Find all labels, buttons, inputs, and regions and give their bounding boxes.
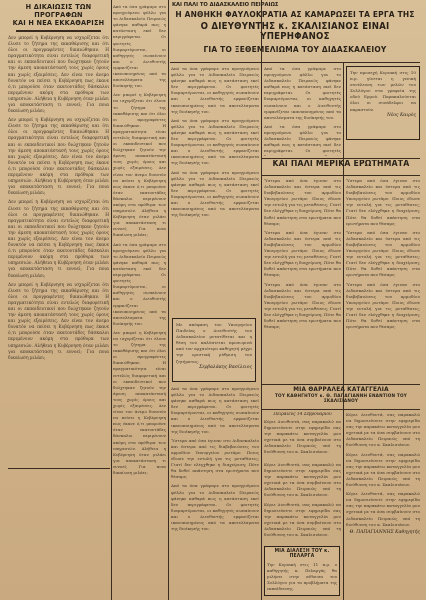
column-rule [168,0,169,600]
right-center-column [264,66,341,156]
left-headline-line1: Η ΔΙΚΑΙΩΣΙΣ ΤΩΝ ΠΡΟΓΡΑΦΩΝ [25,2,92,19]
center-article-body: Από τα όσα γράψαμε στο προηγούμενο φύλλο για το Διδασκαλείο Πειραιώς φάνηκε καθαρά πως η κατάσταση εκεί δεν περιγράφεται. Οι φοιτητές διαμαρτύρονται, οι καθηγητές σωπαίνουν και ο Διευθυντής εμφανίζεται ικανοποιημένος από τα αποτελέσματα της διοίκησής του. [171,66,259,114]
center-box-signature: Σερβαλάκης Βασίλειος [199,364,252,370]
center-notice-box [172,318,256,382]
right-lower-body-continued: Κύριε Διευθυντά, σας παρακαλώ να δημοσιεύσετε στην εφημερίδα σας την παρακάτω καταγγελία μου σχετικά με τα όσα συμβαίνουν στο Διδασκαλείο Πειραιώς υπό τη διεύθυνση του κ. Σκαλισιάνου. [346,412,420,448]
left-article-body: Δεν μπορεί η Κυβέρνηση να ισχυρίζεται ότι έλυσε το ζήτημα της εκκαθάρισης και ότι όλοι οι προγραφέντες δικαιώθηκαν. Η πραγματικότητα είναι εντελώς διαφορετική και οι εκπαιδευτικοί που διώχτηκαν ζητούν την άμεση αποκατάστασή τους χωρίς όρους και χωρίς εξαιρέσεις. Δεν είναι τον άνεμο δυνατόν να πείσει η Κυβέρνηση πως έκανε ό,τι μπορούσε όταν εκατοντάδες δάσκαλοι περιμένουν ακόμη στα πρόθυρα των υπηρεσιών. Αλήθεια η Κυβέρνηση όταν μιλάει για αποκατάσταση τι εννοεί; Για ποια δικαίωση μιλάει; [8,35,109,115]
right-lower-headline-wrap [262,386,420,408]
right-lower-body-continued: Κύριε Διευθυντά, σας παρακαλώ να δημοσιεύσετε στην εφημερίδα σας την παρακάτω καταγγελία μου σχετικά με τα όσα συμβαίνουν στο Διδασκαλείο Πειραιώς υπό τη διεύθυνση του κ. Σκαλισιάνου. [346,491,420,527]
bottom-box-body: Την Κυριακή στις 11 π.μ. ο καθηγητής κ. Πελαργάς θα μιλήσει στην αίθουσα του Συλλόγου για τα προβλήματα της εκπαίδευσης. [267,561,337,591]
section-rule [8,468,110,469]
right-center-body: Από τα όσα γράψαμε στο προηγούμενο φύλλο για το Διδασκαλείο Πειραιώς φάνηκε καθαρά πως η κατάσταση εκεί δεν περιγράφεται. Οι φοιτητές [264,123,341,154]
right-lower-body-continued: Κύριε Διευθυντά, σας παρακαλώ να δημοσιεύσετε στην εφημερίδα σας την παρακάτω καταγγελία μου σχετικά με τα όσα συμβαίνουν στο Διδασκαλείο Πειραιώς υπό τη διεύθυνση του κ. Σκαλισιάνου. [264,462,341,498]
column-rule [111,0,112,600]
narrow-column-body: Από τα όσα γράψαμε στο προηγούμενο φύλλο για το Διδασκαλείο Πειραιώς φάνηκε καθαρά πως η κατάσταση εκεί δεν περιγράφεται. Οι φοιτητές διαμαρτύρονται, οι καθηγητές σωπαίνουν και ο Διευθυντής εμφανίζεται ικανοποιημένος από τα αποτελέσματα της διοίκησής του. [113,241,166,326]
left-article-body-continued: Δεν μπορεί η Κυβέρνηση να ισχυρίζεται ότι έλυσε το ζήτημα της εκκαθάρισης και ότι όλοι οι προγραφέντες δικαιώθηκαν. Η πραγματικότητα είναι εντελώς διαφορετική και οι εκπαιδευτικοί που διώχτηκαν ζητούν την άμεση αποκατάστασή τους χωρίς όρους και χωρίς εξαιρέσεις. Δεν είναι τον άνεμο δυνατόν να πείσει η Κυβέρνηση πως έκανε ό,τι μπορούσε όταν εκατοντάδες δάσκαλοι περιμένουν ακόμη στα πρόθυρα των υπηρεσιών. Αλήθεια η Κυβέρνηση όταν μιλάει για αποκατάσταση τι εννοεί; Για ποια δικαίωση μιλάει; [8,282,109,361]
center-kicker: ΚΑΙ ΠΑΛΙ ΤΟ ΔΙΔΑΣΚΑΛΕΙΟ ΠΕΙΡΑΙΩΣ [172,2,279,8]
column-rule [343,62,344,600]
narrow-column [113,4,166,594]
right-article-body: Ύστερα από όσα έγιναν στο Διδασκαλείο και ύστερα από τις διαβεβαιώσεις του αρμοδίου Υπουργείου ρωτάμε: Ποιος έδωσε την εντολή για τις μεταθέσεις; Γιατί δεν ελέγχθηκε η διαχείριση; Πότε θα δοθεί απάντηση στα ερωτήματα που θέσαμε; [346,178,420,226]
right-box-body: Την προσεχή Κυριακή στις 10 π.μ. γίνεται η γενική συνέλευση των μελών του Συλλόγου στα γραφεία της οδού Ερμού. Παρακαλούνται όλοι οι συνάδελφοι να παραστούν. [350,70,416,112]
right-notice-box [346,66,420,140]
center-box-body: Με απόφαση του Υπουργείου Παιδείας ο Διευθυντής του Διδασκαλείου μετατίθεται και η θέση του καλύπτεται προσωρινά από τον αρχαιότερο καθηγητή μέχρι την οριστική ρύθμιση του ζητήματος. [176,322,252,364]
section-rule [262,158,420,159]
left-article-body-continued: Δεν μπορεί η Κυβέρνηση να ισχυρίζεται ότι έλυσε το ζήτημα της εκκαθάρισης και ότι όλοι οι προγραφέντες δικαιώθηκαν. Η πραγματικότητα είναι εντελώς διαφορετική και οι εκπαιδευτικοί που διώχτηκαν ζητούν την άμεση αποκατάστασή τους χωρίς όρους και χωρίς εξαιρέσεις. Δεν είναι τον άνεμο δυνατόν να πείσει η Κυβέρνηση πως έκανε ό,τι μπορούσε όταν εκατοντάδες δάσκαλοι περιμένουν ακόμη στα πρόθυρα των υπηρεσιών. Αλήθεια η Κυβέρνηση όταν μιλάει για αποκατάσταση τι εννοεί; Για ποια δικαίωση μιλάει; [8,118,109,197]
headline-divider [16,30,101,32]
left-headline-line2: ΚΑΙ Η ΝΕΑ ΕΚΚΑΘΑΡΙΣΗ [12,18,105,28]
right-lower-col2 [346,412,420,598]
center-lower-body: Από τα όσα γράψαμε στο προηγούμενο φύλλο για το Διδασκαλείο Πειραιώς φάνηκε καθαρά πως η κατάσταση εκεί δεν περιγράφεται. Οι φοιτητές διαμαρτύρονται, οι καθηγητές σωπαίνουν και ο Διευθυντής εμφανίζεται ικανοποιημένος από τα αποτελέσματα της διοίκησής του. [171,483,259,532]
right-lower-body: Κύριε Διευθυντά, σας παρακαλώ να δημοσιεύσετε στην εφημερίδα σας την παρακάτω καταγγελία μου σχετικά με τα όσα συμβαίνουν στο Διδασκαλείο Πειραιώς υπό τη διεύθυνση του κ. Σκαλισιάνου. [264,419,341,455]
narrow-column-body: Από τα όσα γράψαμε στο προηγούμενο φύλλο για το Διδασκαλείο Πειραιώς φάνηκε καθαρά πως η κατάσταση εκεί δεν περιγράφεται. Οι φοιτητές διαμαρτύρονται, οι καθηγητές σωπαίνουν και ο Διευθυντής εμφανίζεται ικανοποιημένος από τα αποτελέσματα της διοίκησής του. [113,4,166,89]
right-lower-dateline: Πειραιεύς 14 Σεβρουαρίου [273,412,332,417]
right-article-col1 [264,178,341,383]
right-lower-signature: Θ. ΠΑΠΑΓΙΑΝΝΗΣ Καθηγητής [349,529,420,535]
right-lower-headline-line2: ΤΟΥ ΚΑΘΗΓΗΤΟΥ κ. Θ. ΠΑΠΑΓΙΑΝΝΗ ΕΝΑΝΤΙΟΝ ΤΟΥ ΣΚΑΛΙΣΙΑΝΟΥ [274,393,408,404]
right-article-body: Ύστερα από όσα έγιναν στο Διδασκαλείο και ύστερα από τις διαβεβαιώσεις του αρμοδίου Υπουργείου ρωτάμε: Ποιος έδωσε την εντολή για τις μεταθέσεις; Γιατί δεν ελέγχθηκε η διαχείριση; Πότε θα δοθεί απάντηση στα ερωτήματα που θέσαμε; [264,178,341,226]
center-headline-line1: Η ΑΝΘΗΚΗ ΦΑΥΛΟΚΡΑΤΙΑ ΑΣ ΚΑΜΑΡΩΣΕΙ ΤΑ ΕΡΓΑ ΤΗΣ [175,9,415,19]
headline-rule [170,62,420,63]
right-article-body-continued: Ύστερα από όσα έγιναν στο Διδασκαλείο και ύστερα από τις διαβεβαιώσεις του αρμοδίου Υπουργείου ρωτάμε: Ποιος έδωσε την εντολή για τις μεταθέσεις; Γιατί δεν ελέγχθηκε η διαχείριση; Πότε θα δοθεί απάντηση στα ερωτήματα που θέσαμε; [346,281,420,330]
right-center-body: Από τα όσα γράψαμε στο προηγούμενο φύλλο για το Διδασκαλείο Πειραιώς φάνηκε καθαρά πως η κατάσταση εκεί δεν περιγράφεται. Οι φοιτητές διαμαρτύρονται, οι καθηγητές σωπαίνουν και ο Διευθυντής εμφανίζεται ικανοποιημένος από τα αποτελέσματα της διοίκησής του. [264,66,341,120]
bottom-notice-box [264,546,340,596]
section-rule [262,175,420,176]
section-rule [262,384,420,385]
left-article [8,2,109,600]
right-article-col2 [346,178,420,383]
right-lower-body-continued: Κύριε Διευθυντά, σας παρακαλώ να δημοσιεύσετε στην εφημερίδα σας την παρακάτω καταγγελία μου σχετικά με τα όσα συμβαίνουν στο Διδασκαλείο Πειραιώς υπό τη διεύθυνση του κ. Σκαλισιάνου. [346,451,420,488]
center-headline-block [170,2,420,62]
right-article-headline: ΚΑΙ ΠΑΛΙ ΜΕΡΙΚΑ ΕΡΩΤΗΜΑΤΑ [272,160,410,169]
right-lower-headline-line1: ΜΙΑ ΘΑΡΡΑΛΕΑ ΚΑΤΑΓΓΕΛΙΑ [293,386,389,393]
section-rule [262,409,420,410]
center-lower-body: Ύστερα από όσα έγιναν στο Διδασκαλείο και ύστερα από τις διαβεβαιώσεις του αρμοδίου Υπουργείου ρωτάμε: Ποιος έδωσε την εντολή για τις μεταθέσεις; Γιατί δεν ελέγχθηκε η διαχείριση; Πότε θα δοθεί απάντηση στα ερωτήματα που θέσαμε; [171,437,259,480]
center-article-body-column [171,66,259,316]
center-lower-body: Από τα όσα γράψαμε στο προηγούμενο φύλλο για το Διδασκαλείο Πειραιώς φάνηκε καθαρά πως η κατάσταση εκεί δεν περιγράφεται. Οι φοιτητές διαμαρτύρονται, οι καθηγητές σωπαίνουν και ο Διευθυντής εμφανίζεται ικανοποιημένος από τα αποτελέσματα της διοίκησής του. [171,386,259,434]
column-rule [261,0,262,600]
bottom-box-headline: ΜΙΑ ΔΙΑΛΕΞΗ ΤΟΥ κ. ΠΕΛΑΡΓΑ [274,548,330,560]
right-article-body-continued: Ύστερα από όσα έγιναν στο Διδασκαλείο και ύστερα από τις διαβεβαιώσεις του αρμοδίου Υπουργείου ρωτάμε: Ποιος έδωσε την εντολή για τις μεταθέσεις; Γιατί δεν ελέγχθηκε η διαχείριση; Πότε θα δοθεί απάντηση στα ερωτήματα που θέσαμε; [264,229,341,278]
narrow-column-body: Δεν μπορεί η Κυβέρνηση να ισχυρίζεται ότι έλυσε το ζήτημα της εκκαθάρισης και ότι όλοι οι προγραφέντες δικαιώθηκαν. Η πραγματικότητα είναι εντελώς διαφορετική και οι εκπαιδευτικοί που διώχτηκαν ζητούν την άμεση αποκατάστασή τους χωρίς όρους και χωρίς εξαιρέσεις. Δεν είναι τον άνεμο δυνατόν να πείσει η Κυβέρνηση πως έκανε ό,τι μπορούσε όταν εκατοντάδες δάσκαλοι περιμένουν ακόμη στα πρόθυρα των υπηρεσιών. Αλήθεια η Κυβέρνηση όταν μιλάει για αποκατάσταση τι εννοεί; Για ποια δικαίωση μιλάει; [113,329,166,476]
center-article-body-continued: Από τα όσα γράψαμε στο προηγούμενο φύλλο για το Διδασκαλείο Πειραιώς φάνηκε καθαρά πως η κατάσταση εκεί δεν περιγράφεται. Οι φοιτητές διαμαρτύρονται, οι καθηγητές σωπαίνουν και ο Διευθυντής εμφανίζεται ικανοποιημένος από τα αποτελέσματα της διοίκησής του. [171,169,259,218]
center-article-body-continued: Από τα όσα γράψαμε στο προηγούμενο φύλλο για το Διδασκαλείο Πειραιώς φάνηκε καθαρά πως η κατάσταση εκεί δεν περιγράφεται. Οι φοιτητές διαμαρτύρονται, οι καθηγητές σωπαίνουν και ο Διευθυντής εμφανίζεται ικανοποιημένος από τα αποτελέσματα της διοίκησής του. [171,117,259,166]
center-headline-line2: Ο ΔΙΕΥΘΥΝΤΗΣ κ. ΣΚΑΛΙΣΙΑΝΟΣ ΕΙΝΑΙ ΥΠΕΡΗΦΑΝΟΣ [200,20,390,42]
right-article-body-continued: Ύστερα από όσα έγιναν στο Διδασκαλείο και ύστερα από τις διαβεβαιώσεις του αρμοδίου Υπουργείου ρωτάμε: Ποιος έδωσε την εντολή για τις μεταθέσεις; Γιατί δεν ελέγχθηκε η διαχείριση; Πότε θα δοθεί απάντηση στα ερωτήματα που θέσαμε; [346,229,420,278]
left-article-body-continued: Δεν μπορεί η Κυβέρνηση να ισχυρίζεται ότι έλυσε το ζήτημα της εκκαθάρισης και ότι όλοι οι προγραφέντες δικαιώθηκαν. Η πραγματικότητα είναι εντελώς διαφορετική και οι εκπαιδευτικοί που διώχτηκαν ζητούν την άμεση αποκατάστασή τους χωρίς όρους και χωρίς εξαιρέσεις. Δεν είναι τον άνεμο δυνατόν να πείσει η Κυβέρνηση πως έκανε ό,τι μπορούσε όταν εκατοντάδες δάσκαλοι περιμένουν ακόμη στα πρόθυρα των υπηρεσιών. Αλήθεια η Κυβέρνηση όταν μιλάει για αποκατάσταση τι εννοεί; Για ποια δικαίωση μιλάει; [8,200,109,279]
center-headline-line3: ΓΙΑ ΤΟ ΞΕΘΕΜΕΛΙΩΜΑ ΤΟΥ ΔΙΔΑΣΚΑΛΕΙΟΥ [203,43,387,54]
right-lower-body-continued: Κύριε Διευθυντά, σας παρακαλώ να δημοσιεύσετε στην εφημερίδα σας την παρακάτω καταγγελία μου σχετικά με τα όσα συμβαίνουν στο Διδασκαλείο Πειραιώς υπό τη διεύθυνση του κ. Σκαλισιάνου. [264,501,341,538]
right-lower-dateline-block [264,412,341,462]
right-article-body-continued: Ύστερα από όσα έγιναν στο Διδασκαλείο και ύστερα από τις διαβεβαιώσεις του αρμοδίου Υπουργείου ρωτάμε: Ποιος έδωσε την εντολή για τις μεταθέσεις; Γιατί δεν ελέγχθηκε η διαχείριση; Πότε θα δοθεί απάντηση στα ερωτήματα που θέσαμε; [264,281,341,330]
center-lower-column [171,386,259,596]
narrow-column-body: Δεν μπορεί η Κυβέρνηση να ισχυρίζεται ότι έλυσε το ζήτημα της εκκαθάρισης και ότι όλοι οι προγραφέντες δικαιώθηκαν. Η πραγματικότητα είναι εντελώς διαφορετική και οι εκπαιδευτικοί που διώχτηκαν ζητούν την άμεση αποκατάστασή τους χωρίς όρους και χωρίς εξαιρέσεις. Δεν είναι τον άνεμο δυνατόν να πείσει η Κυβέρνηση πως έκανε ό,τι μπορούσε όταν εκατοντάδες δάσκαλοι περιμένουν ακόμη στα πρόθυρα των υπηρεσιών. Αλήθεια η Κυβέρνηση όταν μιλάει για αποκατάσταση τι εννοεί; Για ποια δικαίωση μιλάει; [113,92,166,238]
right-article-headline-wrap [262,160,420,174]
right-box-signature: Νέος Καιρός [386,112,416,118]
